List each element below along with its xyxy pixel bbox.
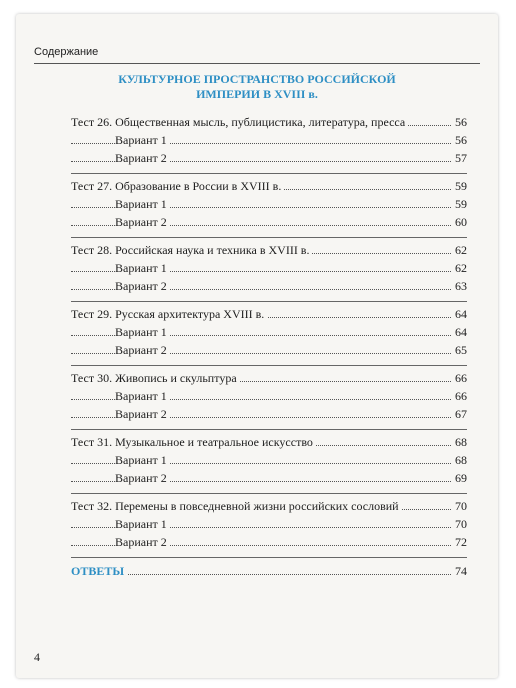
running-head: Содержание — [34, 46, 99, 58]
toc-page-number: 62 — [452, 241, 467, 259]
toc-variant-entry[interactable] — [71, 277, 467, 295]
toc-page-number: 60 — [452, 213, 467, 231]
section-separator — [71, 359, 467, 366]
section-separator — [71, 487, 467, 494]
section-separator — [71, 167, 467, 174]
toc-variant-entry[interactable] — [71, 515, 467, 533]
toc-page-number: 66 — [452, 369, 467, 387]
toc-page-number: 63 — [452, 277, 467, 295]
toc-test-entry[interactable] — [71, 433, 467, 451]
section-separator — [71, 551, 467, 558]
toc-entry-label: Вариант 2 — [115, 149, 170, 167]
toc-page-number: 64 — [452, 305, 467, 323]
toc-variant-entry[interactable] — [71, 323, 467, 341]
toc-entry-label: Вариант 1 — [115, 387, 170, 405]
table-of-contents — [71, 113, 467, 580]
toc-page-number: 74 — [452, 562, 467, 580]
section-title — [16, 72, 498, 102]
toc-entry-label: Вариант 2 — [115, 469, 170, 487]
toc-test-entry[interactable] — [71, 305, 467, 323]
toc-page-number: 64 — [452, 323, 467, 341]
toc-page-number: 65 — [452, 341, 467, 359]
toc-entry-label: Вариант 1 — [115, 515, 170, 533]
toc-page-number: 70 — [452, 497, 467, 515]
book-page — [16, 14, 498, 678]
toc-entry-label: Тест 28. Российская наука и техника в XVIII в. — [71, 241, 312, 259]
toc-entry-label: Вариант 2 — [115, 213, 170, 231]
toc-test-entry[interactable] — [71, 369, 467, 387]
toc-variant-entry[interactable] — [71, 533, 467, 551]
toc-page-number: 56 — [452, 113, 467, 131]
toc-page-number: 68 — [452, 433, 467, 451]
section-title-line-1: КУЛЬТУРНОЕ ПРОСТРАНСТВО РОССИЙСКОЙ — [118, 72, 396, 86]
toc-variant-entry[interactable] — [71, 259, 467, 277]
toc-page-number: 66 — [452, 387, 467, 405]
toc-page-number: 68 — [452, 451, 467, 469]
toc-page-number: 72 — [452, 533, 467, 551]
toc-page-number: 57 — [452, 149, 467, 167]
toc-page-number: 70 — [452, 515, 467, 533]
toc-variant-entry[interactable] — [71, 405, 467, 423]
toc-variant-entry[interactable] — [71, 341, 467, 359]
toc-entry-label: Тест 32. Перемены в повседневной жизни российских сословий — [71, 497, 402, 515]
toc-variant-entry[interactable] — [71, 387, 467, 405]
toc-test-entry[interactable] — [71, 497, 467, 515]
toc-entry-label: Тест 30. Живопись и скульптура — [71, 369, 240, 387]
toc-test-entry[interactable] — [71, 113, 467, 131]
toc-entry-label: Тест 27. Образование в России в XVIII в. — [71, 177, 284, 195]
toc-entry-label: Вариант 2 — [115, 533, 170, 551]
page-number: 4 — [34, 650, 40, 664]
toc-entry-label: Тест 26. Общественная мысль, публицистика, литература, пресса — [71, 113, 408, 131]
toc-page-number: 59 — [452, 177, 467, 195]
toc-page-number: 62 — [452, 259, 467, 277]
toc-entry-label: Вариант 1 — [115, 323, 170, 341]
toc-page-number: 69 — [452, 469, 467, 487]
toc-variant-entry[interactable] — [71, 195, 467, 213]
toc-entry-label: Вариант 2 — [115, 277, 170, 295]
toc-page-number: 56 — [452, 131, 467, 149]
section-separator — [71, 231, 467, 238]
toc-entry-label: Вариант 1 — [115, 451, 170, 469]
toc-variant-entry[interactable] — [71, 469, 467, 487]
toc-entry-label: Вариант 2 — [115, 341, 170, 359]
toc-answers-entry[interactable] — [71, 562, 467, 580]
toc-variant-entry[interactable] — [71, 213, 467, 231]
toc-entry-label: Вариант 1 — [115, 131, 170, 149]
toc-variant-entry[interactable] — [71, 131, 467, 149]
toc-variant-entry[interactable] — [71, 149, 467, 167]
toc-test-entry[interactable] — [71, 177, 467, 195]
section-title-line-2: ИМПЕРИИ В XVIII в. — [196, 87, 318, 101]
toc-entry-label: Тест 31. Музыкальное и театральное искусство — [71, 433, 316, 451]
toc-entry-label: Тест 29. Русская архитектура XVIII в. — [71, 305, 267, 323]
toc-entry-label: Вариант 1 — [115, 259, 170, 277]
toc-variant-entry[interactable] — [71, 451, 467, 469]
toc-page-number: 59 — [452, 195, 467, 213]
section-separator — [71, 295, 467, 302]
toc-entry-label: Вариант 2 — [115, 405, 170, 423]
dot-leader — [71, 574, 467, 575]
toc-entry-label: ОТВЕТЫ — [71, 562, 127, 580]
toc-entry-label: Вариант 1 — [115, 195, 170, 213]
section-separator — [71, 423, 467, 430]
header-rule — [34, 63, 480, 64]
toc-test-entry[interactable] — [71, 241, 467, 259]
toc-page-number: 67 — [452, 405, 467, 423]
